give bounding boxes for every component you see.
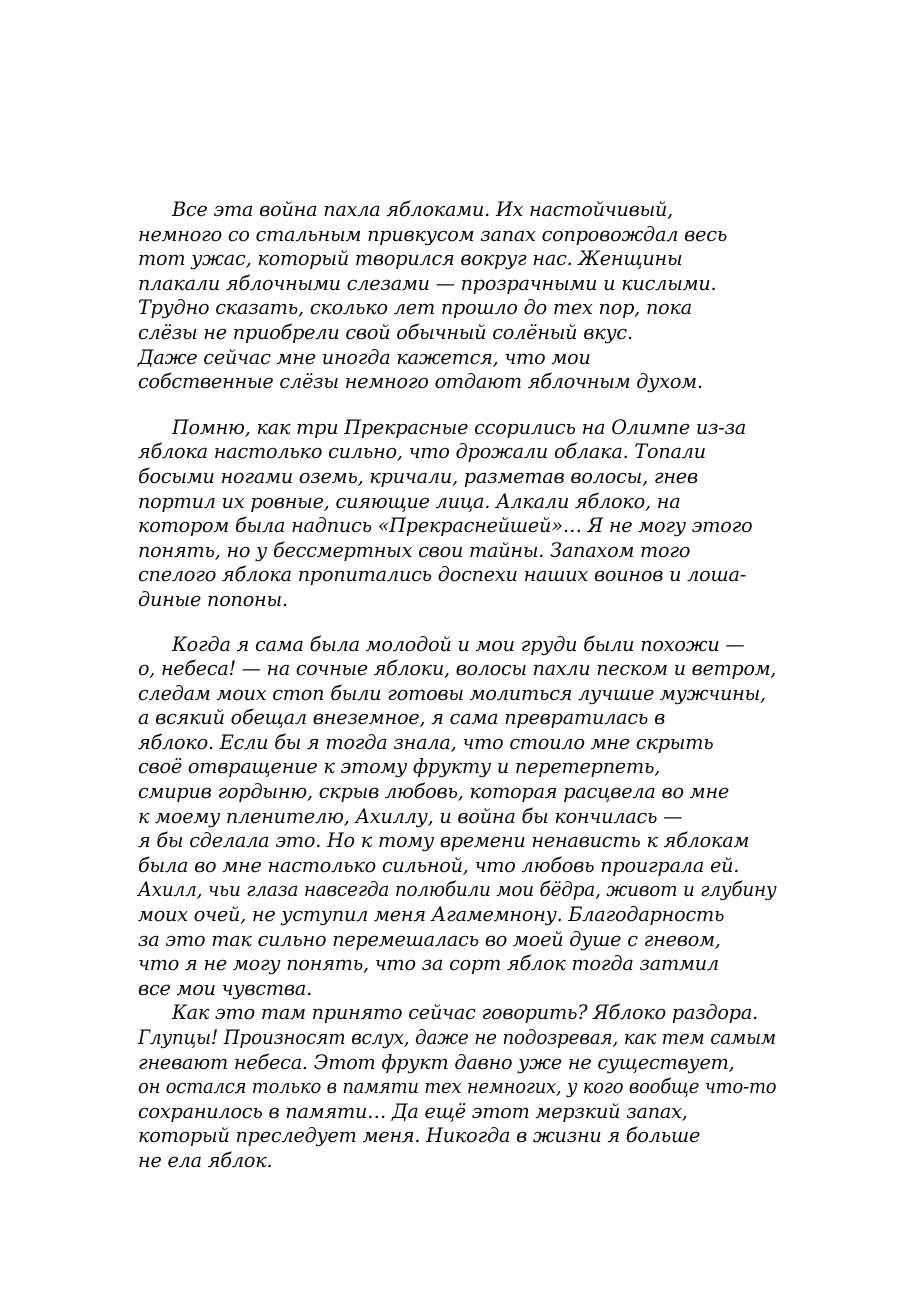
text-line: он остался только в памяти тех немногих, у кого вообще что-то [138,1075,777,1099]
text-line: Когда я сама была молодой и мои груди были похожи — [172,632,745,656]
text-line: диные попоны. [138,587,288,611]
text-line: следам моих стоп были готовы молиться лучшие мужчины, [138,681,766,705]
text-line: смирив гордыню, скрыв любовь, которая расцвела во мне [138,780,730,804]
text-line: Все эта война пахла яблоками. Их настойчивый, [172,198,674,221]
text-line: собственные слёзы немного отдают яблочным духом. [138,370,703,394]
paragraph-3 [138,633,778,1002]
text-line: Даже сейчас мне иногда кажется, что мои [138,345,591,369]
text-line: немного со стальным привкусом запах сопровождал весь [138,222,728,246]
text-line: гневают небеса. Этот фрукт давно уже не существует, [138,1050,735,1074]
text-line: Трудно сказать, сколько лет прошло до тех пор, пока [138,296,692,320]
text-line: Помню, как три Прекрасные ссорились на Олимпе из-за [172,415,747,439]
text-line: все мои чувства. [138,976,312,1000]
text-line: тот ужас, который творился вокруг нас. Женщины [138,247,683,271]
text-line: который преследует меня. Никогда в жизни я больше [138,1124,701,1148]
text-line: что я не могу понять, что за сорт яблок тогда затмил [138,952,719,976]
text-line: слёзы не приобрели свой обычный солёный вкус. [138,320,633,344]
text-line: Как это там принято сейчас говорить? Яблоко раздора. [172,1001,758,1025]
text-line: босыми ногами оземь, кричали, разметав волосы, гнев [138,464,698,488]
text-line: спелого яблока пропитались доспехи наших воинов и лоша- [138,563,747,587]
text-line: не ела яблок. [138,1148,273,1172]
manuscript-text [138,198,778,1174]
paragraph-2 [138,416,778,613]
text-line: моих очей, не уступил меня Агамемнону. Благодарность [138,903,725,927]
text-line: была во мне настолько сильной, что любовь проиграла ей. [138,853,740,877]
text-line: а всякий обещал внеземное, я сама превратилась в [138,706,666,730]
text-line: Ахилл, чьи глаза навсегда полюбили мои бёдра, живот и глубину [138,878,777,902]
text-line: Глупцы! Произносят вслух, даже не подозревая, как тем самым [138,1026,776,1049]
text-line: я бы сделала это. Но к тому времени ненависть к яблокам [138,829,750,853]
text-line: за это так сильно перемешалась во моей душе с гневом, [138,927,721,951]
text-line: яблока настолько сильно, что дрожали облака. Топали [138,440,706,464]
paragraph-4 [138,1001,778,1173]
paragraph-1 [138,198,778,395]
text-line: понять, но у бессмертных свои тайны. Запахом того [138,538,691,562]
text-line: сохранилось в памяти… Да ещё этот мерзкий запах, [138,1099,688,1123]
text-line: плакали яблочными слезами — прозрачными и кислыми. [138,271,717,295]
text-line: портил их ровные, сияющие лица. Алкали яблоко, на [138,489,681,513]
text-line: котором была надпись «Прекраснейшей»… Я не могу этого [138,514,753,538]
text-line: к моему пленителю, Ахиллу, и война бы кончилась — [138,804,683,828]
text-line: о, небеса! — на сочные яблоки, волосы пахли песком и ветром, [138,657,777,681]
text-line: яблоко. Если бы я тогда знала, что стоило мне скрыть [138,730,714,754]
text-line: своё отвращение к этому фрукту и перетерпеть, [138,755,661,779]
